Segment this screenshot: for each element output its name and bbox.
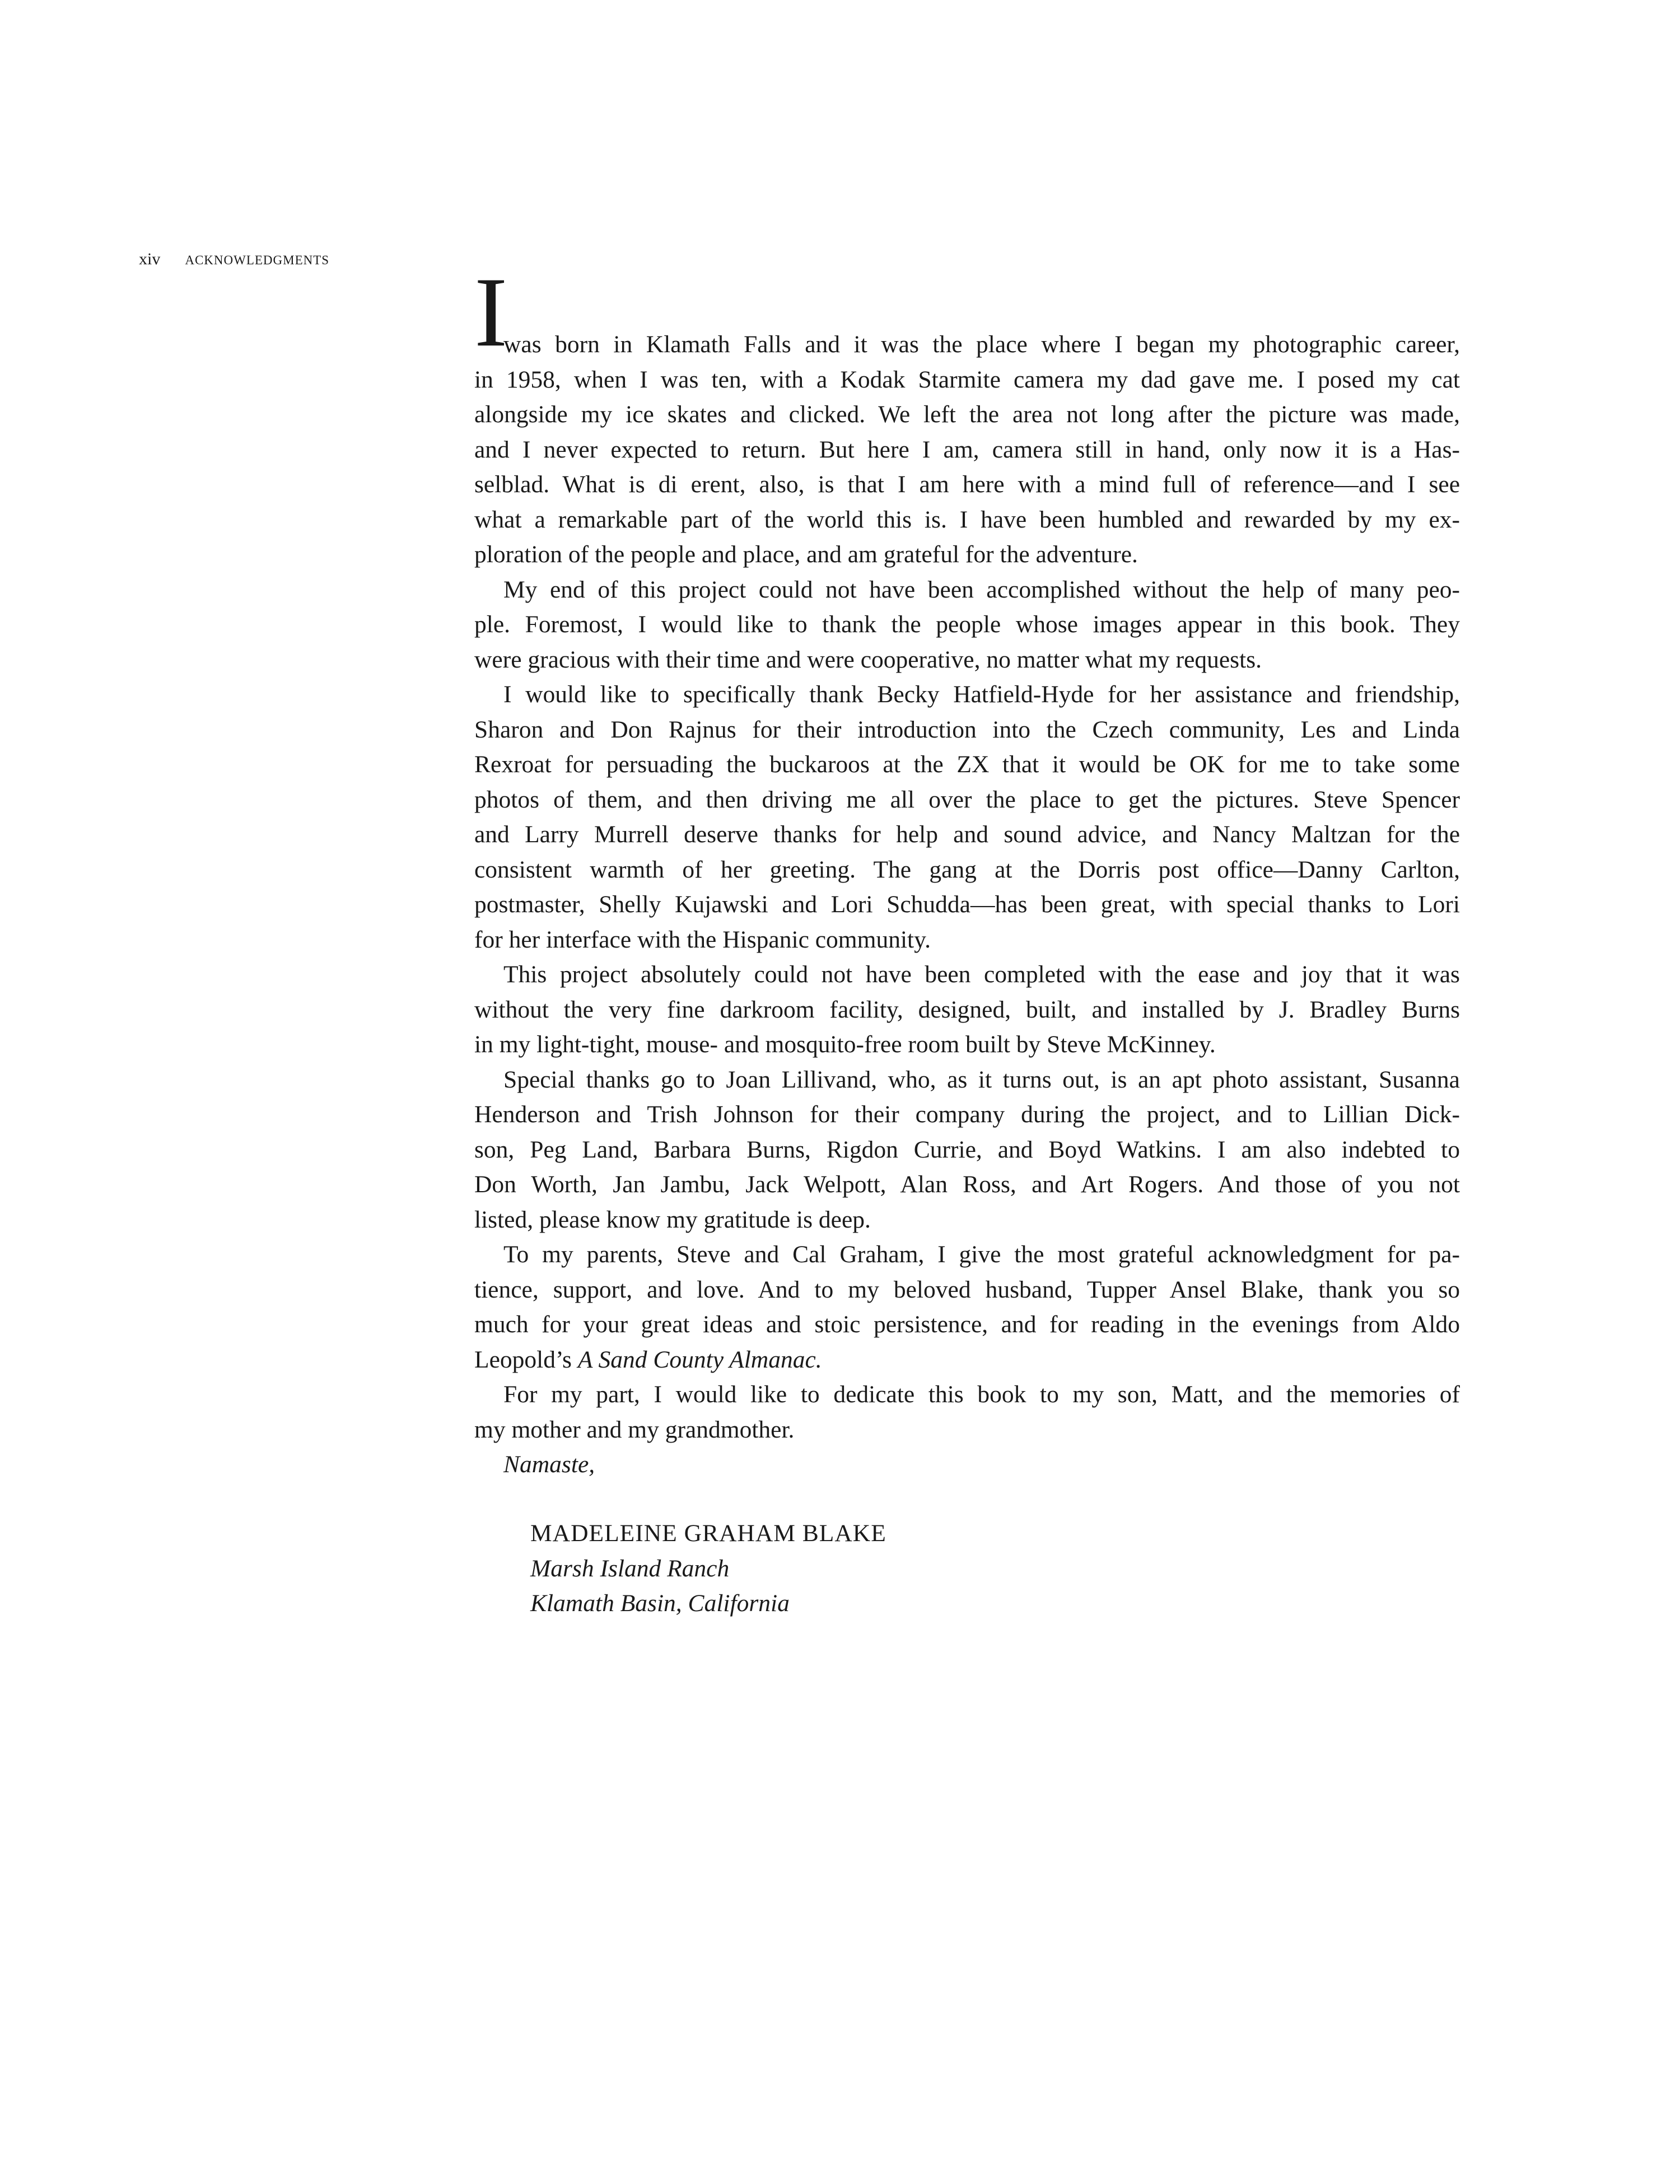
text-line: postmaster, Shelly Kujawski and Lori Schudda—has been great, with special thanks to Lori xyxy=(474,891,1460,918)
text-line: listed, please know my gratitude is deep. xyxy=(474,1206,871,1233)
text-line: my mother and my grandmother. xyxy=(474,1416,795,1443)
text-line: in my light-tight, mouse- and mosquito-free room built by Steve McKinney. xyxy=(474,1031,1216,1058)
paragraph xyxy=(474,572,1460,678)
author-region: Klamath Basin, California xyxy=(530,1590,790,1617)
text-line: and Larry Murrell deserve thanks for help and sound advice, and Nancy Maltzan for the xyxy=(474,821,1460,848)
author-name: MADELEINE GRAHAM BLAKE xyxy=(530,1520,886,1547)
text-line: Rexroat for persuading the buckaroos at the ZX that it would be OK for me to take some xyxy=(474,751,1460,778)
paragraph xyxy=(474,677,1460,957)
text-line: consistent warmth of her greeting. The gang at the Dorris post office—Danny Carlton, xyxy=(474,856,1460,883)
paragraph xyxy=(474,957,1460,1062)
text-line: selblad. What is di erent, also, is that I am here with a mind full of reference—and I see xyxy=(474,471,1460,498)
text-line: alongside my ice skates and clicked. We left the area not long after the picture was made, xyxy=(474,401,1460,428)
page-number: xiv xyxy=(139,250,161,268)
text-line: Special thanks go to Joan Lillivand, who, as it turns out, is an apt photo assistant, Susanna xyxy=(503,1066,1460,1093)
paragraph xyxy=(474,327,1460,572)
text-line: photos of them, and then driving me all over the place to get the pictures. Steve Spencer xyxy=(474,786,1460,813)
section-title: ACKNOWLEDGMENTS xyxy=(185,253,330,267)
text-line: were gracious with their time and were cooperative, no matter what my requests. xyxy=(474,646,1262,673)
text-line: what a remarkable part of the world this is. I have been humbled and rewarded by my ex- xyxy=(474,506,1460,533)
text-line xyxy=(474,1342,1460,1378)
running-head xyxy=(139,251,329,268)
paragraph xyxy=(474,1062,1460,1238)
text-line: and I never expected to return. But here I am, camera still in hand, only now it is a Has- xyxy=(474,436,1460,463)
text-line: Sharon and Don Rajnus for their introduction into the Czech community, Les and Linda xyxy=(474,716,1460,743)
text-line: For my part, I would like to dedicate this book to my son, Matt, and the memories of xyxy=(503,1381,1460,1408)
signature-block xyxy=(530,1516,886,1621)
text-line: This project absolutely could not have been completed with the ease and joy that it was xyxy=(503,961,1460,988)
text-line: tience, support, and love. And to my beloved husband, Tupper Ansel Blake, thank you so xyxy=(474,1276,1460,1303)
salutation: Namaste, xyxy=(503,1451,595,1478)
text-line: Don Worth, Jan Jambu, Jack Welpott, Alan Ross, and Art Rogers. And those of you not xyxy=(474,1171,1460,1198)
text-line: much for your great ideas and stoic persistence, and for reading in the evenings from Aldo xyxy=(474,1311,1460,1338)
text-line: To my parents, Steve and Cal Graham, I give the most grateful acknowledgment for pa- xyxy=(503,1241,1460,1268)
book-title: A Sand County Almanac. xyxy=(577,1346,822,1373)
text-line: was born in Klamath Falls and it was the place where I began my photographic career, xyxy=(503,331,1460,358)
text-line: without the very fine darkroom facility, designed, built, and installed by J. Bradley Burns xyxy=(474,996,1460,1023)
drop-cap: I xyxy=(474,256,508,367)
text-line: My end of this project could not have been accomplished without the help of many peo- xyxy=(503,576,1460,603)
author-place: Marsh Island Ranch xyxy=(530,1555,730,1582)
text-line: Henderson and Trish Johnson for their company during the project, and to Lillian Dick- xyxy=(474,1101,1460,1128)
body-text xyxy=(474,327,1460,1482)
text-line: ploration of the people and place, and am grateful for the adventure. xyxy=(474,541,1138,568)
text-line: I would like to specifically thank Becky Hatfield-Hyde for her assistance and friendship, xyxy=(503,681,1460,708)
text-line: in 1958, when I was ten, with a Kodak Starmite camera my dad gave me. I posed my cat xyxy=(474,366,1460,393)
text-line: son, Peg Land, Barbara Burns, Rigdon Currie, and Boyd Watkins. I am also indebted to xyxy=(474,1136,1460,1163)
text-fragment: Leopold’s xyxy=(474,1346,578,1373)
paragraph xyxy=(474,1377,1460,1447)
text-line: ple. Foremost, I would like to thank the people whose images appear in this book. They xyxy=(474,611,1460,638)
paragraph xyxy=(474,1237,1460,1377)
text-line: for her interface with the Hispanic community. xyxy=(474,926,931,953)
